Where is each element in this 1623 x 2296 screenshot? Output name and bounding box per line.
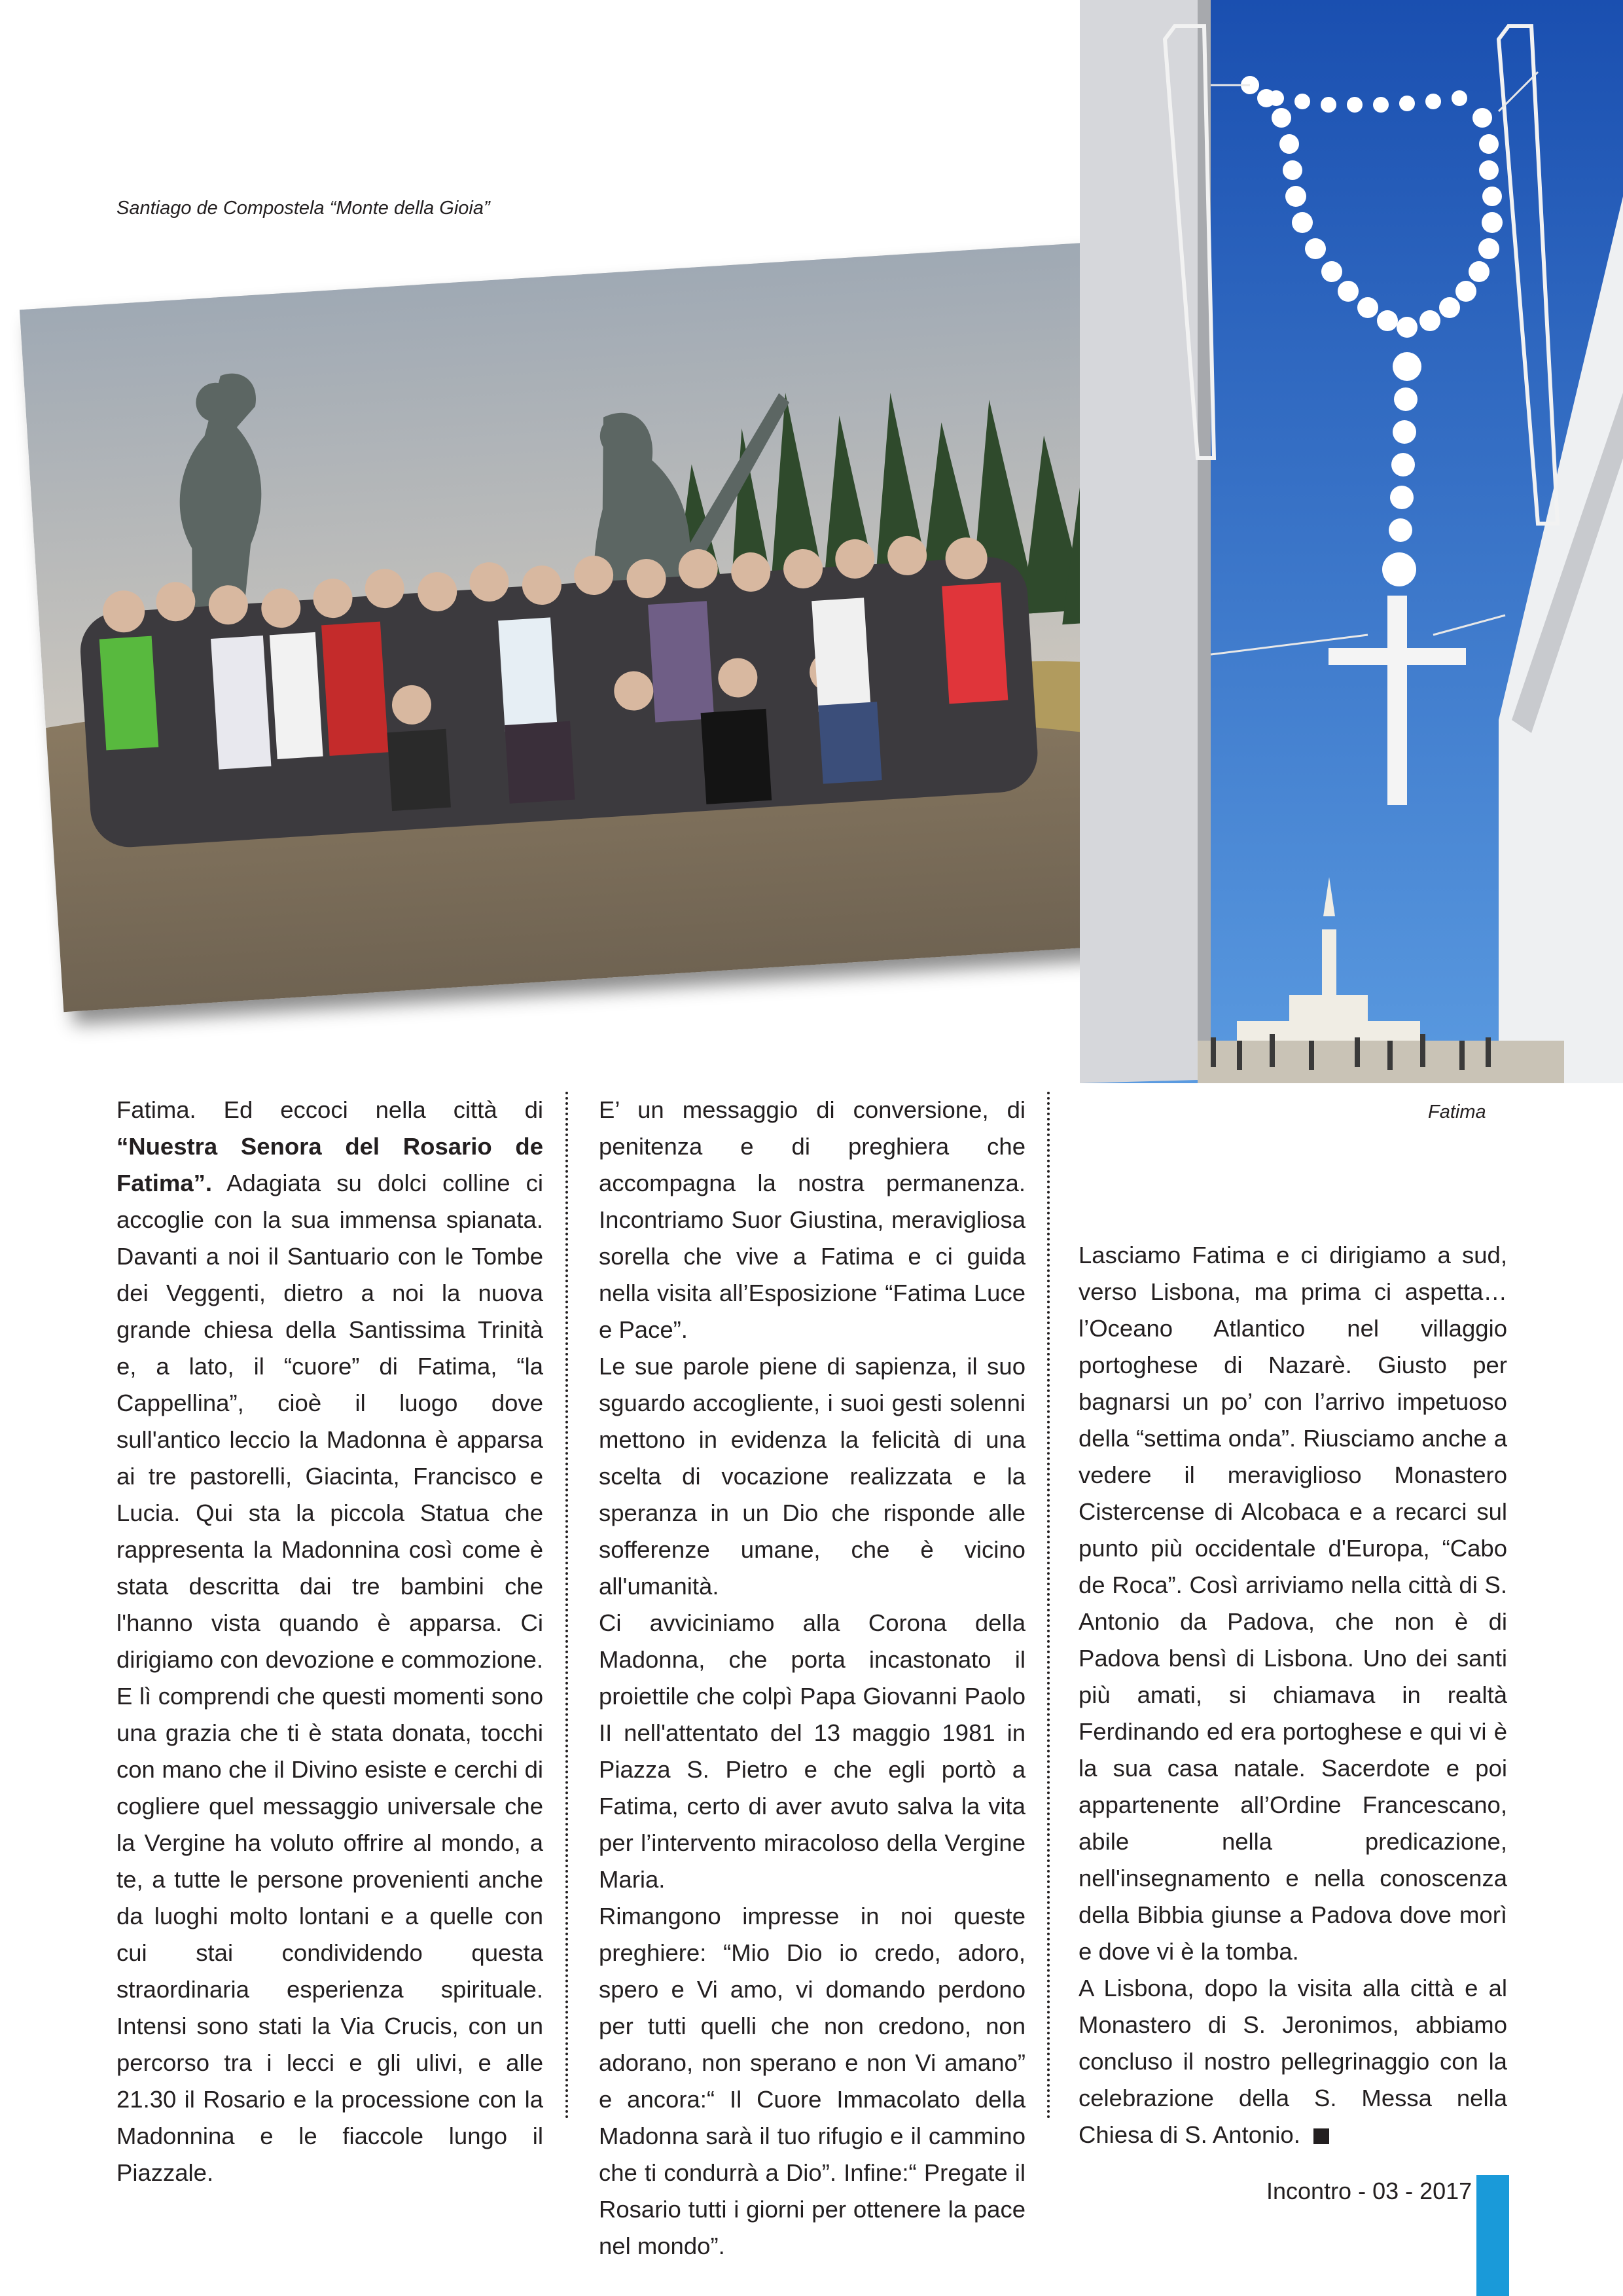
paragraph: Lasciamo Fatima e ci dirigiamo a sud, verso Lisbona, ma prima ci aspetta…l’Oceano Atlantico nel villaggio portoghese di Nazarè. Giusto per bagnarsi un po’ con l’arrivo impetuoso della “settima onda”. Riusciamo anche a vedere il meraviglioso Monastero Cistercense di Alcobaca e a recarci sul punto più occidentale d'Europa, “Cabo de Roca”. Così arriviamo nella città di S. Antonio da Padova, che non è di Padova bensì di Lisbona. Uno dei santi più amati, si chiamava in realtà Ferdinando ed era portoghese e qui vi è la sua casa natale. Sacerdote e poi appartenente all’Ordine Francescano, abile nella predicazione, nell'insegnamento e nella conoscenza della Bibbia giunse a Padova dove morì e dove vi è la tomba.	[1079, 1242, 1507, 1965]
sanctuary-name-bold: “Nuestra Senora del Rosario de Fatima”.	[116, 1133, 543, 1196]
paragraph: E’ un messaggio di conversione, di penitenza e di preghiera che accompagna la nostra permanenza. Incontriamo Suor Giustina, meravigliosa sorella che vive a Fatima e ci guida nella visita all’Esposizione “Fatima Luce e Pace”.	[599, 1096, 1026, 1343]
article-column-1	[116, 1092, 543, 2191]
paragraph: Rimangono impresse in noi queste preghiere: “Mio Dio io credo, adoro, spero e Vi amo, vi domando perdono per tutti quelli che non credono, non adorano, non sperano e non Vi amano” e ancora:“ Il Cuore Immacolato della Madonna sarà il tuo rifugio e il cammino che ti condurrà a Dio”. Infine:“ Pregate il Rosario tutti i giorni per ottenere la pace nel mondo”.	[599, 1903, 1026, 2259]
text-run: A Lisbona, dopo la visita alla città e al Monastero di S. Jeronimos, abbiamo concluso il nostro pellegrinaggio con la celebrazione della S. Messa nella Chiesa di S. Antonio.	[1079, 1975, 1507, 2148]
end-of-article-square-icon	[1313, 2128, 1329, 2144]
photo-caption-santiago: Santiago de Compostela “Monte della Gioia”	[116, 198, 490, 219]
column-divider	[1047, 1092, 1050, 2119]
paragraph	[116, 1092, 543, 2191]
text-run: Adagiata su dolci colline ci accoglie con la sua immensa spianata. Davanti a noi il Santuario con le Tombe dei Veggenti, dietro a noi la nuova grande chiesa della Santissima Trinità e, a lato, il “cuore” di Fatima, “la Cappellina”, cioè il luogo dove sull'antico leccio la Madonna è apparsa ai tre pastorelli, Giacinta, Francisco e Lucia. Qui sta la piccola Statua che rappresenta la Madonnina così come è stata descritta dai tre bambini che l'hanno vista quando è apparsa. Ci dirigiamo con devozione e commozione. E lì comprendi che questi momenti sono una grazia che ti è stata donata, tocchi con mano che il Divino esiste e cerchi di cogliere quel messaggio universale che la Vergine ha voluto offrire al mondo, a te, a tutte le persone provenienti anche da luoghi molto lontani e a quelle con cui stai condividendo questa straordinaria esperienza spirituale. Intensi sono stati la Via Crucis, con un percorso tra i lecci e gli ulivi, e alle 21.30 il Rosario e la processione con la Madonnina e le fiaccole lungo il Piazzale.	[116, 1170, 543, 2186]
fatima-rosary-photo	[1080, 0, 1623, 1083]
footer-issue-label: Incontro - 03 - 2017	[1266, 2178, 1472, 2204]
photo-caption-fatima: Fatima	[1428, 1102, 1486, 1122]
paragraph: Le sue parole piene di sapienza, il suo sguardo accogliente, i suoi gesti solenni mettono in evidenza la felicità di una scelta di vocazione realizzata e la speranza in un Dio che risponde alle sofferenze umane, che è vicino all'umanità.	[599, 1353, 1026, 1600]
group-photo-santiago	[20, 242, 1151, 1012]
text-run: Fatima. Ed eccoci nella città di	[116, 1096, 543, 1123]
article-column-2	[599, 1092, 1026, 2265]
paragraph: Ci avviciniamo alla Corona della Madonna, che porta incastonato il proiettile che colpì Papa Giovanni Paolo II nell'attentato del 13 maggio 1981 in Piazza S. Pietro e che egli portò a Fatima, certo di aver avuto salva la vita per l’intervento miracoloso della Vergine Maria.	[599, 1609, 1026, 1893]
column-divider	[565, 1092, 568, 2119]
article-column-3	[1079, 1237, 1507, 2153]
footer-accent-bar	[1476, 2175, 1509, 2296]
paragraph	[1079, 1970, 1507, 2153]
